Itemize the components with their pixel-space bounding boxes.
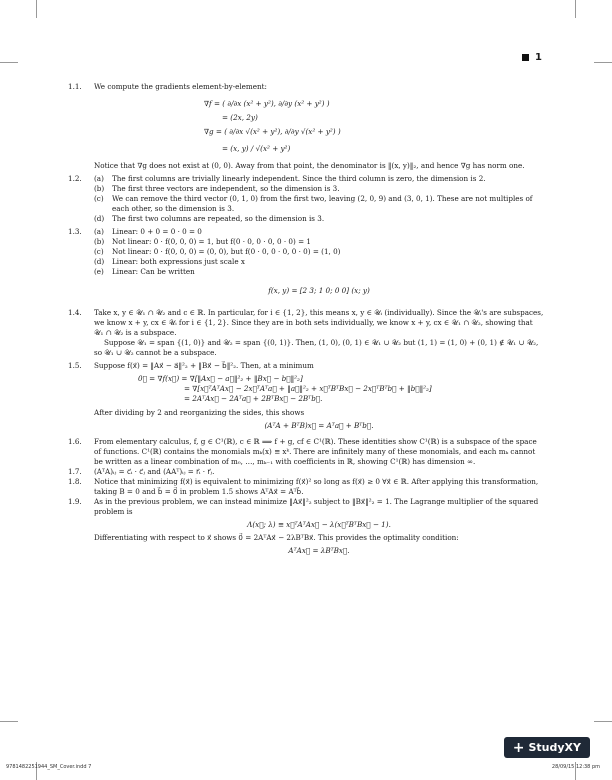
- crop-mark: [594, 721, 612, 722]
- list-item: (a) The first columns are trivially linearly independent. Since the third column is zero, the dimension is 2.: [94, 174, 486, 183]
- solution-number: 1.1.: [68, 82, 82, 91]
- equation: ∇g = ( ∂/∂x √(x² + y²), ∂/∂y √(x² + y²) ): [204, 127, 341, 136]
- solution-1-5: [68, 361, 544, 434]
- equation: = (2x, 2y): [222, 113, 258, 122]
- paragraph: Suppose f(x⃗) = ‖Ax⃗ − a⃗‖²₂ + ‖Bx⃗ − b⃗‖²₂. Then, at a minimum: [94, 361, 314, 370]
- solution-number: 1.5.: [68, 361, 82, 370]
- solution-1-7: [68, 467, 544, 477]
- studyxy-logo: [504, 737, 590, 758]
- paragraph: Notice that minimizing f(x⃗) is equivalent to minimizing f(x⃗)² so long as f(x⃗) ≥ 0 ∀x⃗ ∈ ℝ. After applying this transformation, taking B = 0 and b⃗ = 0⃗ in problem 1.5 shows AᵀAx⃗ = Aᵀb⃗.: [94, 477, 539, 496]
- paragraph: Suppose 𝒰₁ = span {(1, 0)} and 𝒰₂ = span {(0, 1)}. Then, (1, 0), (0, 1) ∈ 𝒰₁ ∪ 𝒰₂ but (1, 1) = (1, 0) + (0, 1) ∉ 𝒰₁ ∪ 𝒰₂, so 𝒰₁ ∪ 𝒰₂ cannot be a subspace.: [94, 338, 539, 357]
- solution-number: 1.4.: [68, 308, 82, 317]
- paragraph: Differentiating with respect to x⃗ shows 0⃗ = 2AᵀAx⃗ − 2λBᵀBx⃗. This provides the optimality condition:: [94, 533, 459, 542]
- plus-icon: +: [512, 739, 525, 756]
- solution-1-4: [68, 308, 544, 358]
- solution-number: 1.9.: [68, 497, 82, 506]
- logo-text: StudyXY: [528, 741, 581, 754]
- list-item: (b) The first three vectors are independent, so the dimension is 3.: [94, 184, 340, 193]
- solution-1-3: [68, 227, 544, 305]
- solution-number: 1.6.: [68, 437, 82, 446]
- crop-mark: [36, 0, 37, 18]
- list-item: (c) Not linear: 0 · f(0, 0, 0) = (0, 0), but f(0 · 0, 0 · 0, 0 · 0) = (1, 0): [94, 247, 341, 256]
- solution-number: 1.7.: [68, 467, 82, 476]
- crop-mark: [0, 721, 18, 722]
- solution-number: 1.3.: [68, 227, 82, 236]
- crop-mark: [594, 62, 612, 63]
- equation: 0⃗ = ∇f(x⃗) = ∇[‖Ax⃗ − a⃗‖²₂ + ‖Bx⃗ − b⃗‖²₂]: [138, 374, 303, 383]
- paragraph: From elementary calculus, f, g ∈ C¹(ℝ), c ∈ ℝ ⟹ f + g, cf ∈ C¹(ℝ). These identities show C¹(ℝ) is a subspace of the space of functions. C¹(ℝ) contains the monomials mₖ(x) ≡ xᵏ. There are infinitely many of these monomials, and each mₖ cannot be written as a linear combination of m₀, …, mₖ₋₁ with coefficients in ℝ, showing C¹(ℝ) has dimension ∞.: [94, 437, 537, 466]
- equation: AᵀAx⃗ = λBᵀBx⃗.: [288, 546, 350, 555]
- equation: = 2AᵀAx⃗ − 2Aᵀa⃗ + 2BᵀBx⃗ − 2Bᵀb⃗.: [184, 394, 323, 403]
- square-icon: [522, 54, 529, 61]
- paragraph: Notice that ∇g does not exist at (0, 0). Away from that point, the denominator is ‖(x, y)‖₂, and hence ∇g has norm one.: [94, 161, 525, 170]
- solution-1-6: [68, 437, 544, 467]
- equation: ∇f = ( ∂/∂x (x² + y²), ∂/∂y (x² + y²) ): [204, 99, 330, 108]
- paragraph: (AᵀA)ᵢⱼ = c⃗ᵢ · c⃗ⱼ and (AAᵀ)ᵢⱼ = r⃗ᵢ · r⃗ⱼ.: [94, 467, 215, 476]
- paragraph: After dividing by 2 and reorganizing the sides, this shows: [94, 408, 305, 417]
- paragraph: As in the previous problem, we can instead minimize ‖Ax⃗‖²₂ subject to ‖Bx⃗‖²₂ = 1. The Lagrange multiplier of the squared problem is: [94, 497, 539, 516]
- solution-1-9: [68, 497, 544, 559]
- list-item: (d) Linear: both expressions just scale x: [94, 257, 245, 266]
- list-item: (b) Not linear: 0 · f(0, 0, 0) = 1, but f(0 · 0, 0 · 0, 0 · 0) = 1: [94, 237, 311, 246]
- list-item: (e) Linear: Can be written: [94, 267, 195, 276]
- equation: = ∇[x⃗ᵀAᵀAx⃗ − 2x⃗ᵀAᵀa⃗ + ‖a⃗‖²₂ + x⃗ᵀBᵀBx⃗ − 2x⃗ᵀBᵀb⃗ + ‖b⃗‖²₂]: [184, 384, 432, 393]
- footer-date: 28/09/15 12:38 pm: [551, 764, 600, 770]
- page-number: 1: [535, 52, 542, 63]
- page-header: [522, 52, 542, 63]
- equation: = (x, y) / √(x² + y²): [222, 144, 291, 153]
- solutions-content: [68, 82, 544, 559]
- footer-file: 9781482251944_SM_Cover.indd 7: [6, 764, 92, 770]
- equation: f(x, y) = [2 3; 1 0; 0 0] (x; y): [268, 286, 370, 295]
- equation: (AᵀA + BᵀB)x⃗ = Aᵀa⃗ + Bᵀb⃗.: [264, 421, 374, 430]
- list-item: (d) The first two columns are repeated, so the dimension is 3.: [94, 214, 325, 223]
- solution-1-2: [68, 174, 544, 224]
- list-item: (a) Linear: 0 + 0 = 0 · 0 = 0: [94, 227, 202, 236]
- crop-mark: [575, 0, 576, 18]
- paragraph: We compute the gradients element-by-element:: [94, 82, 267, 91]
- solution-1-8: [68, 477, 544, 497]
- solution-1-1: [68, 82, 544, 171]
- crop-mark: [0, 62, 18, 63]
- solution-number: 1.2.: [68, 174, 82, 183]
- list-item: (c) We can remove the third vector (0, 1, 0) from the first two, leaving (2, 0, 9) and (3, 0, 1). These are not multiples of each other, so the dimension is 3.: [94, 194, 533, 213]
- solution-number: 1.8.: [68, 477, 82, 486]
- equation: Λ(x⃗; λ) ≡ x⃗ᵀAᵀAx⃗ − λ(x⃗ᵀBᵀBx⃗ − 1).: [247, 520, 391, 529]
- paragraph: Take x, y ∈ 𝒰₁ ∩ 𝒰₂ and c ∈ ℝ. In particular, for i ∈ {1, 2}, this means x, y ∈ 𝒰ᵢ (individually). Since the 𝒰ᵢ's are subspaces, we know x + y, cx ∈ 𝒰ᵢ for i ∈ {1, 2}. Since they are in both sets individually, we know x + y, cx ∈ 𝒰₁ ∩ 𝒰₂, showing that 𝒰₁ ∩ 𝒰₂ is a subspace.: [94, 308, 544, 337]
